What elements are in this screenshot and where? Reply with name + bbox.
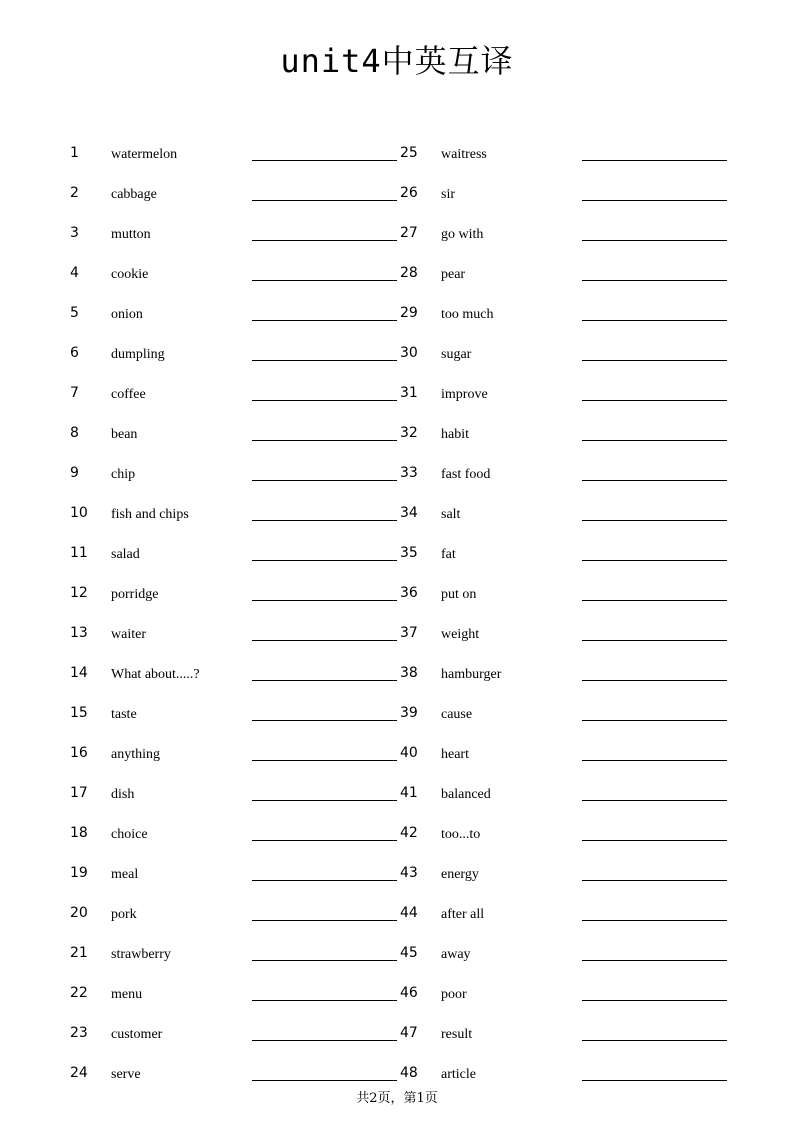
item-number: 27 [400, 225, 418, 241]
vocab-row [0, 945, 794, 985]
vocab-row [0, 985, 794, 1025]
item-number: 22 [70, 985, 88, 1001]
item-word: cookie [111, 267, 149, 282]
answer-blank[interactable] [582, 400, 727, 401]
answer-blank[interactable] [582, 720, 727, 721]
item-number: 35 [400, 545, 418, 561]
item-number: 1 [70, 145, 79, 161]
item-word: heart [441, 747, 469, 762]
item-number: 11 [70, 545, 88, 561]
answer-blank[interactable] [252, 360, 397, 361]
item-number: 44 [400, 905, 418, 921]
vocab-row [0, 305, 794, 345]
item-number: 39 [400, 705, 418, 721]
answer-blank[interactable] [252, 680, 397, 681]
item-number: 2 [70, 185, 79, 201]
item-word: too much [441, 307, 494, 322]
vocab-row [0, 345, 794, 385]
item-word: pork [111, 907, 137, 922]
vocab-row [0, 145, 794, 185]
vocab-row [0, 425, 794, 465]
answer-blank[interactable] [252, 1080, 397, 1081]
vocab-row [0, 625, 794, 665]
item-word: salad [111, 547, 140, 562]
item-number: 10 [70, 505, 88, 521]
answer-blank[interactable] [582, 880, 727, 881]
item-word: chip [111, 467, 136, 482]
item-number: 37 [400, 625, 418, 641]
vocab-row [0, 785, 794, 825]
answer-blank[interactable] [252, 520, 397, 521]
item-word: sir [441, 187, 455, 202]
item-number: 23 [70, 1025, 88, 1041]
answer-blank[interactable] [582, 600, 727, 601]
item-number: 41 [400, 785, 418, 801]
item-number: 3 [70, 225, 79, 241]
item-word: put on [441, 587, 477, 602]
answer-blank[interactable] [252, 440, 397, 441]
answer-blank[interactable] [582, 680, 727, 681]
item-number: 13 [70, 625, 88, 641]
item-number: 9 [70, 465, 79, 481]
item-number: 26 [400, 185, 418, 201]
item-number: 5 [70, 305, 79, 321]
vocab-row [0, 185, 794, 225]
item-number: 30 [400, 345, 418, 361]
item-word: energy [441, 867, 479, 882]
item-number: 25 [400, 145, 418, 161]
answer-blank[interactable] [252, 560, 397, 561]
item-number: 24 [70, 1065, 88, 1081]
item-word: go with [441, 227, 484, 242]
item-word: dish [111, 787, 135, 802]
item-number: 8 [70, 425, 79, 441]
answer-blank[interactable] [252, 280, 397, 281]
item-word: cabbage [111, 187, 157, 202]
answer-blank[interactable] [582, 360, 727, 361]
item-number: 29 [400, 305, 418, 321]
answer-blank[interactable] [252, 800, 397, 801]
item-word: serve [111, 1067, 141, 1082]
item-number: 45 [400, 945, 418, 961]
answer-blank[interactable] [582, 240, 727, 241]
answer-blank[interactable] [582, 160, 727, 161]
item-number: 33 [400, 465, 418, 481]
answer-blank[interactable] [582, 800, 727, 801]
vocab-row [0, 225, 794, 265]
item-word: balanced [441, 787, 491, 802]
vocab-row [0, 665, 794, 705]
item-number: 7 [70, 385, 79, 401]
answer-blank[interactable] [582, 320, 727, 321]
item-number: 16 [70, 745, 88, 761]
answer-blank[interactable] [252, 600, 397, 601]
item-word: fast food [441, 467, 491, 482]
item-word: sugar [441, 347, 472, 362]
item-word: pear [441, 267, 466, 282]
item-number: 48 [400, 1065, 418, 1081]
item-word: coffee [111, 387, 146, 402]
item-number: 38 [400, 665, 418, 681]
answer-blank[interactable] [252, 160, 397, 161]
item-word: choice [111, 827, 148, 842]
item-word: article [441, 1067, 476, 1082]
item-word: away [441, 947, 471, 962]
item-word: weight [441, 627, 480, 642]
item-word: poor [441, 987, 467, 1002]
vocab-row [0, 385, 794, 425]
item-word: waiter [111, 627, 146, 642]
page-footer: 共2页，第1页 [356, 1091, 438, 1106]
answer-blank[interactable] [252, 240, 397, 241]
answer-blank[interactable] [582, 640, 727, 641]
item-number: 34 [400, 505, 418, 521]
item-number: 18 [70, 825, 88, 841]
answer-blank[interactable] [582, 1000, 727, 1001]
answer-blank[interactable] [252, 320, 397, 321]
item-word: porridge [111, 587, 159, 602]
answer-blank[interactable] [582, 760, 727, 761]
item-word: mutton [111, 227, 151, 242]
item-word: result [441, 1027, 473, 1042]
item-word: habit [441, 427, 469, 442]
item-word: hamburger [441, 667, 502, 682]
answer-blank[interactable] [252, 880, 397, 881]
item-number: 42 [400, 825, 418, 841]
answer-blank[interactable] [252, 1000, 397, 1001]
item-number: 20 [70, 905, 88, 921]
answer-blank[interactable] [252, 400, 397, 401]
answer-blank[interactable] [582, 520, 727, 521]
item-number: 17 [70, 785, 88, 801]
item-number: 31 [400, 385, 418, 401]
answer-blank[interactable] [582, 440, 727, 441]
item-number: 40 [400, 745, 418, 761]
item-number: 32 [400, 425, 418, 441]
vocab-row [0, 465, 794, 505]
item-word: improve [441, 387, 488, 402]
item-number: 36 [400, 585, 418, 601]
vocab-row [0, 825, 794, 865]
vocab-row [0, 505, 794, 545]
answer-blank[interactable] [582, 1080, 727, 1081]
item-number: 4 [70, 265, 79, 281]
vocab-row [0, 865, 794, 905]
vocab-row [0, 905, 794, 945]
item-word: salt [441, 507, 461, 522]
item-number: 28 [400, 265, 418, 281]
item-word: fat [441, 547, 456, 562]
item-word: strawberry [111, 947, 171, 962]
item-number: 14 [70, 665, 88, 681]
answer-blank[interactable] [252, 720, 397, 721]
answer-blank[interactable] [252, 960, 397, 961]
item-number: 15 [70, 705, 88, 721]
item-number: 21 [70, 945, 88, 961]
answer-blank[interactable] [252, 200, 397, 201]
item-number: 46 [400, 985, 418, 1001]
answer-blank[interactable] [252, 840, 397, 841]
item-word: after all [441, 907, 485, 922]
answer-blank[interactable] [582, 280, 727, 281]
item-word: watermelon [111, 147, 178, 162]
vocab-row [0, 1025, 794, 1065]
answer-blank[interactable] [252, 760, 397, 761]
answer-blank[interactable] [582, 840, 727, 841]
item-word: What about.....? [111, 667, 200, 682]
item-word: menu [111, 987, 143, 1002]
item-word: customer [111, 1027, 163, 1042]
vocab-row [0, 265, 794, 305]
item-word: bean [111, 427, 138, 442]
item-word: onion [111, 307, 143, 322]
vocab-row [0, 745, 794, 785]
answer-blank[interactable] [252, 480, 397, 481]
item-word: too...to [441, 827, 481, 842]
answer-blank[interactable] [582, 200, 727, 201]
item-word: anything [111, 747, 160, 762]
item-word: dumpling [111, 347, 165, 362]
item-number: 47 [400, 1025, 418, 1041]
answer-blank[interactable] [252, 640, 397, 641]
answer-blank[interactable] [582, 480, 727, 481]
item-word: waitress [441, 147, 487, 162]
answer-blank[interactable] [582, 1040, 727, 1041]
item-number: 43 [400, 865, 418, 881]
item-word: taste [111, 707, 137, 722]
item-word: meal [111, 867, 139, 882]
item-number: 12 [70, 585, 88, 601]
vocab-row [0, 545, 794, 585]
item-word: cause [441, 707, 473, 722]
answer-blank[interactable] [252, 920, 397, 921]
item-number: 6 [70, 345, 79, 361]
page-title: unit4中英互译 [280, 42, 514, 80]
answer-blank[interactable] [252, 1040, 397, 1041]
vocab-row [0, 585, 794, 625]
vocab-row [0, 705, 794, 745]
answer-blank[interactable] [582, 920, 727, 921]
answer-blank[interactable] [582, 960, 727, 961]
answer-blank[interactable] [582, 560, 727, 561]
item-word: fish and chips [111, 507, 189, 522]
item-number: 19 [70, 865, 88, 881]
